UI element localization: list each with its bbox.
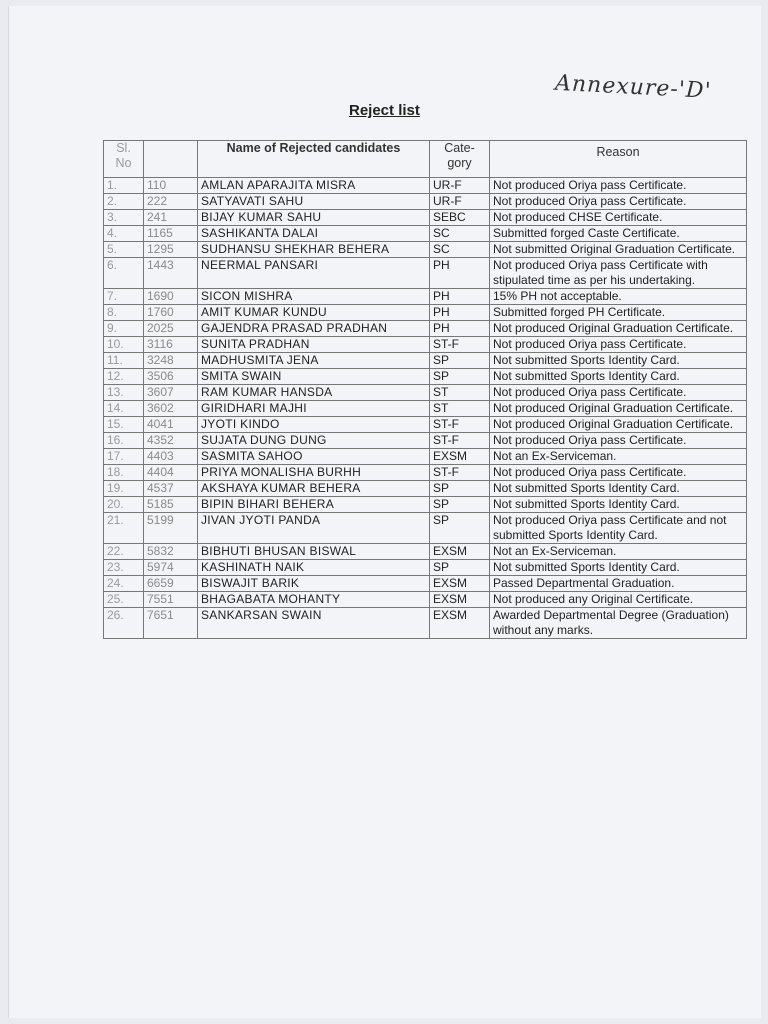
category-cell: ST [430, 401, 490, 417]
category-cell: SC [430, 226, 490, 242]
candidate-name-cell: SASMITA SAHOO [198, 449, 430, 465]
roll-no-cell: 1690 [144, 289, 198, 305]
serial-no-cell: 5. [104, 242, 144, 258]
candidate-name-cell: GIRIDHARI MAJHI [198, 401, 430, 417]
table-row [104, 385, 747, 401]
reason-cell: Not produced Original Graduation Certificate. [490, 401, 747, 417]
candidate-name-cell: MADHUSMITA JENA [198, 353, 430, 369]
reason-cell: Not an Ex-Serviceman. [490, 449, 747, 465]
candidate-name-cell: SANKARSAN SWAIN [198, 608, 430, 639]
category-cell: SP [430, 560, 490, 576]
reason-cell: Not submitted Sports Identity Card. [490, 369, 747, 385]
candidate-name-cell: BIJAY KUMAR SAHU [198, 210, 430, 226]
roll-no-cell: 7651 [144, 608, 198, 639]
table-row [104, 465, 747, 481]
category-cell: EXSM [430, 592, 490, 608]
reason-cell: Not submitted Sports Identity Card. [490, 481, 747, 497]
serial-no-cell: 14. [104, 401, 144, 417]
reason-cell: 15% PH not acceptable. [490, 289, 747, 305]
reason-cell: Not produced Original Graduation Certificate. [490, 417, 747, 433]
category-cell: SC [430, 242, 490, 258]
roll-no-cell: 4403 [144, 449, 198, 465]
table-row [104, 289, 747, 305]
serial-no-cell: 22. [104, 544, 144, 560]
category-cell: UR-F [430, 178, 490, 194]
roll-no-cell: 5199 [144, 513, 198, 544]
reason-cell: Not produced Oriya pass Certificate. [490, 465, 747, 481]
candidate-name-cell: SICON MISHRA [198, 289, 430, 305]
category-cell: ST-F [430, 433, 490, 449]
candidate-name-cell: SMITA SWAIN [198, 369, 430, 385]
serial-no-cell: 18. [104, 465, 144, 481]
serial-no-cell: 1. [104, 178, 144, 194]
roll-no-cell: 110 [144, 178, 198, 194]
reason-cell: Submitted forged Caste Certificate. [490, 226, 747, 242]
table-header-row [104, 141, 747, 178]
serial-no-cell: 13. [104, 385, 144, 401]
table-row [104, 576, 747, 592]
header-serial-no: Sl. No [104, 141, 144, 178]
roll-no-cell: 3248 [144, 353, 198, 369]
category-cell: PH [430, 305, 490, 321]
table-row [104, 242, 747, 258]
header-roll-no [144, 141, 198, 178]
candidate-name-cell: BIPIN BIHARI BEHERA [198, 497, 430, 513]
category-cell: SP [430, 513, 490, 544]
roll-no-cell: 1443 [144, 258, 198, 289]
candidate-name-cell: SUJATA DUNG DUNG [198, 433, 430, 449]
page-title: Reject list [349, 102, 420, 119]
roll-no-cell: 3116 [144, 337, 198, 353]
category-cell: EXSM [430, 449, 490, 465]
candidate-name-cell: BISWAJIT BARIK [198, 576, 430, 592]
header-category: Cate-gory [430, 141, 490, 178]
category-cell: PH [430, 258, 490, 289]
candidate-name-cell: NEERMAL PANSARI [198, 258, 430, 289]
candidate-name-cell: RAM KUMAR HANSDA [198, 385, 430, 401]
table-row [104, 497, 747, 513]
roll-no-cell: 5974 [144, 560, 198, 576]
category-cell: PH [430, 321, 490, 337]
reason-cell: Awarded Departmental Degree (Graduation) without any marks. [490, 608, 747, 639]
roll-no-cell: 7551 [144, 592, 198, 608]
table-row [104, 449, 747, 465]
candidate-name-cell: SASHIKANTA DALAI [198, 226, 430, 242]
serial-no-cell: 9. [104, 321, 144, 337]
serial-no-cell: 10. [104, 337, 144, 353]
candidate-name-cell: BHAGABATA MOHANTY [198, 592, 430, 608]
category-cell: PH [430, 289, 490, 305]
roll-no-cell: 3602 [144, 401, 198, 417]
reason-cell: Not submitted Sports Identity Card. [490, 560, 747, 576]
category-cell: ST-F [430, 337, 490, 353]
reason-cell: Not submitted Sports Identity Card. [490, 497, 747, 513]
category-cell: ST-F [430, 417, 490, 433]
roll-no-cell: 4041 [144, 417, 198, 433]
candidate-name-cell: JIVAN JYOTI PANDA [198, 513, 430, 544]
candidate-name-cell: AKSHAYA KUMAR BEHERA [198, 481, 430, 497]
reason-cell: Not submitted Original Graduation Certificate. [490, 242, 747, 258]
table-row [104, 178, 747, 194]
roll-no-cell: 4404 [144, 465, 198, 481]
roll-no-cell: 4537 [144, 481, 198, 497]
category-cell: EXSM [430, 576, 490, 592]
serial-no-cell: 21. [104, 513, 144, 544]
table-row [104, 544, 747, 560]
reason-cell: Not produced Original Graduation Certificate. [490, 321, 747, 337]
candidate-name-cell: PRIYA MONALISHA BURHH [198, 465, 430, 481]
table-row [104, 337, 747, 353]
roll-no-cell: 5185 [144, 497, 198, 513]
category-cell: EXSM [430, 608, 490, 639]
roll-no-cell: 5832 [144, 544, 198, 560]
candidate-name-cell: BIBHUTI BHUSAN BISWAL [198, 544, 430, 560]
candidate-name-cell: SATYAVATI SAHU [198, 194, 430, 210]
roll-no-cell: 1165 [144, 226, 198, 242]
table-row [104, 305, 747, 321]
reason-cell: Not an Ex-Serviceman. [490, 544, 747, 560]
category-cell: ST-F [430, 465, 490, 481]
category-cell: SEBC [430, 210, 490, 226]
table-row [104, 513, 747, 544]
serial-no-cell: 11. [104, 353, 144, 369]
serial-no-cell: 4. [104, 226, 144, 242]
header-reason: Reason [490, 141, 747, 178]
table-row [104, 608, 747, 639]
candidate-name-cell: SUNITA PRADHAN [198, 337, 430, 353]
table-row [104, 592, 747, 608]
header-candidate-name: Name of Rejected candidates [198, 141, 430, 178]
table-row [104, 401, 747, 417]
serial-no-cell: 16. [104, 433, 144, 449]
serial-no-cell: 25. [104, 592, 144, 608]
reason-cell: Not produced CHSE Certificate. [490, 210, 747, 226]
serial-no-cell: 23. [104, 560, 144, 576]
reason-cell: Not produced Oriya pass Certificate. [490, 178, 747, 194]
category-cell: UR-F [430, 194, 490, 210]
roll-no-cell: 4352 [144, 433, 198, 449]
table-row [104, 353, 747, 369]
serial-no-cell: 8. [104, 305, 144, 321]
candidate-name-cell: JYOTI KINDO [198, 417, 430, 433]
category-cell: ST [430, 385, 490, 401]
serial-no-cell: 7. [104, 289, 144, 305]
table-row [104, 369, 747, 385]
candidate-name-cell: AMLAN APARAJITA MISRA [198, 178, 430, 194]
category-cell: EXSM [430, 544, 490, 560]
candidate-name-cell: GAJENDRA PRASAD PRADHAN [198, 321, 430, 337]
table-row [104, 560, 747, 576]
serial-no-cell: 6. [104, 258, 144, 289]
reject-table [103, 140, 747, 639]
category-cell: SP [430, 369, 490, 385]
reject-table-body [104, 178, 747, 639]
roll-no-cell: 2025 [144, 321, 198, 337]
reason-cell: Passed Departmental Graduation. [490, 576, 747, 592]
reason-cell: Not produced any Original Certificate. [490, 592, 747, 608]
serial-no-cell: 26. [104, 608, 144, 639]
serial-no-cell: 20. [104, 497, 144, 513]
roll-no-cell: 1760 [144, 305, 198, 321]
table-row [104, 433, 747, 449]
roll-no-cell: 1295 [144, 242, 198, 258]
roll-no-cell: 6659 [144, 576, 198, 592]
candidate-name-cell: SUDHANSU SHEKHAR BEHERA [198, 242, 430, 258]
serial-no-cell: 19. [104, 481, 144, 497]
table-row [104, 321, 747, 337]
roll-no-cell: 3607 [144, 385, 198, 401]
serial-no-cell: 3. [104, 210, 144, 226]
table-row [104, 417, 747, 433]
category-cell: SP [430, 497, 490, 513]
reason-cell: Submitted forged PH Certificate. [490, 305, 747, 321]
roll-no-cell: 241 [144, 210, 198, 226]
reason-cell: Not produced Oriya pass Certificate with stipulated time as per his undertaking. [490, 258, 747, 289]
serial-no-cell: 2. [104, 194, 144, 210]
serial-no-cell: 17. [104, 449, 144, 465]
serial-no-cell: 12. [104, 369, 144, 385]
reason-cell: Not produced Oriya pass Certificate. [490, 337, 747, 353]
category-cell: SP [430, 481, 490, 497]
table-row [104, 194, 747, 210]
candidate-name-cell: AMIT KUMAR KUNDU [198, 305, 430, 321]
roll-no-cell: 222 [144, 194, 198, 210]
table-row [104, 210, 747, 226]
serial-no-cell: 24. [104, 576, 144, 592]
serial-no-cell: 15. [104, 417, 144, 433]
roll-no-cell: 3506 [144, 369, 198, 385]
reason-cell: Not submitted Sports Identity Card. [490, 353, 747, 369]
reason-cell: Not produced Oriya pass Certificate and not submitted Sports Identity Card. [490, 513, 747, 544]
category-cell: SP [430, 353, 490, 369]
reason-cell: Not produced Oriya pass Certificate. [490, 433, 747, 449]
table-row [104, 258, 747, 289]
table-row [104, 226, 747, 242]
handwritten-annexure-note: Annexure-'D' [554, 70, 713, 104]
table-row [104, 481, 747, 497]
reason-cell: Not produced Oriya pass Certificate. [490, 194, 747, 210]
reason-cell: Not produced Oriya pass Certificate. [490, 385, 747, 401]
candidate-name-cell: KASHINATH NAIK [198, 560, 430, 576]
